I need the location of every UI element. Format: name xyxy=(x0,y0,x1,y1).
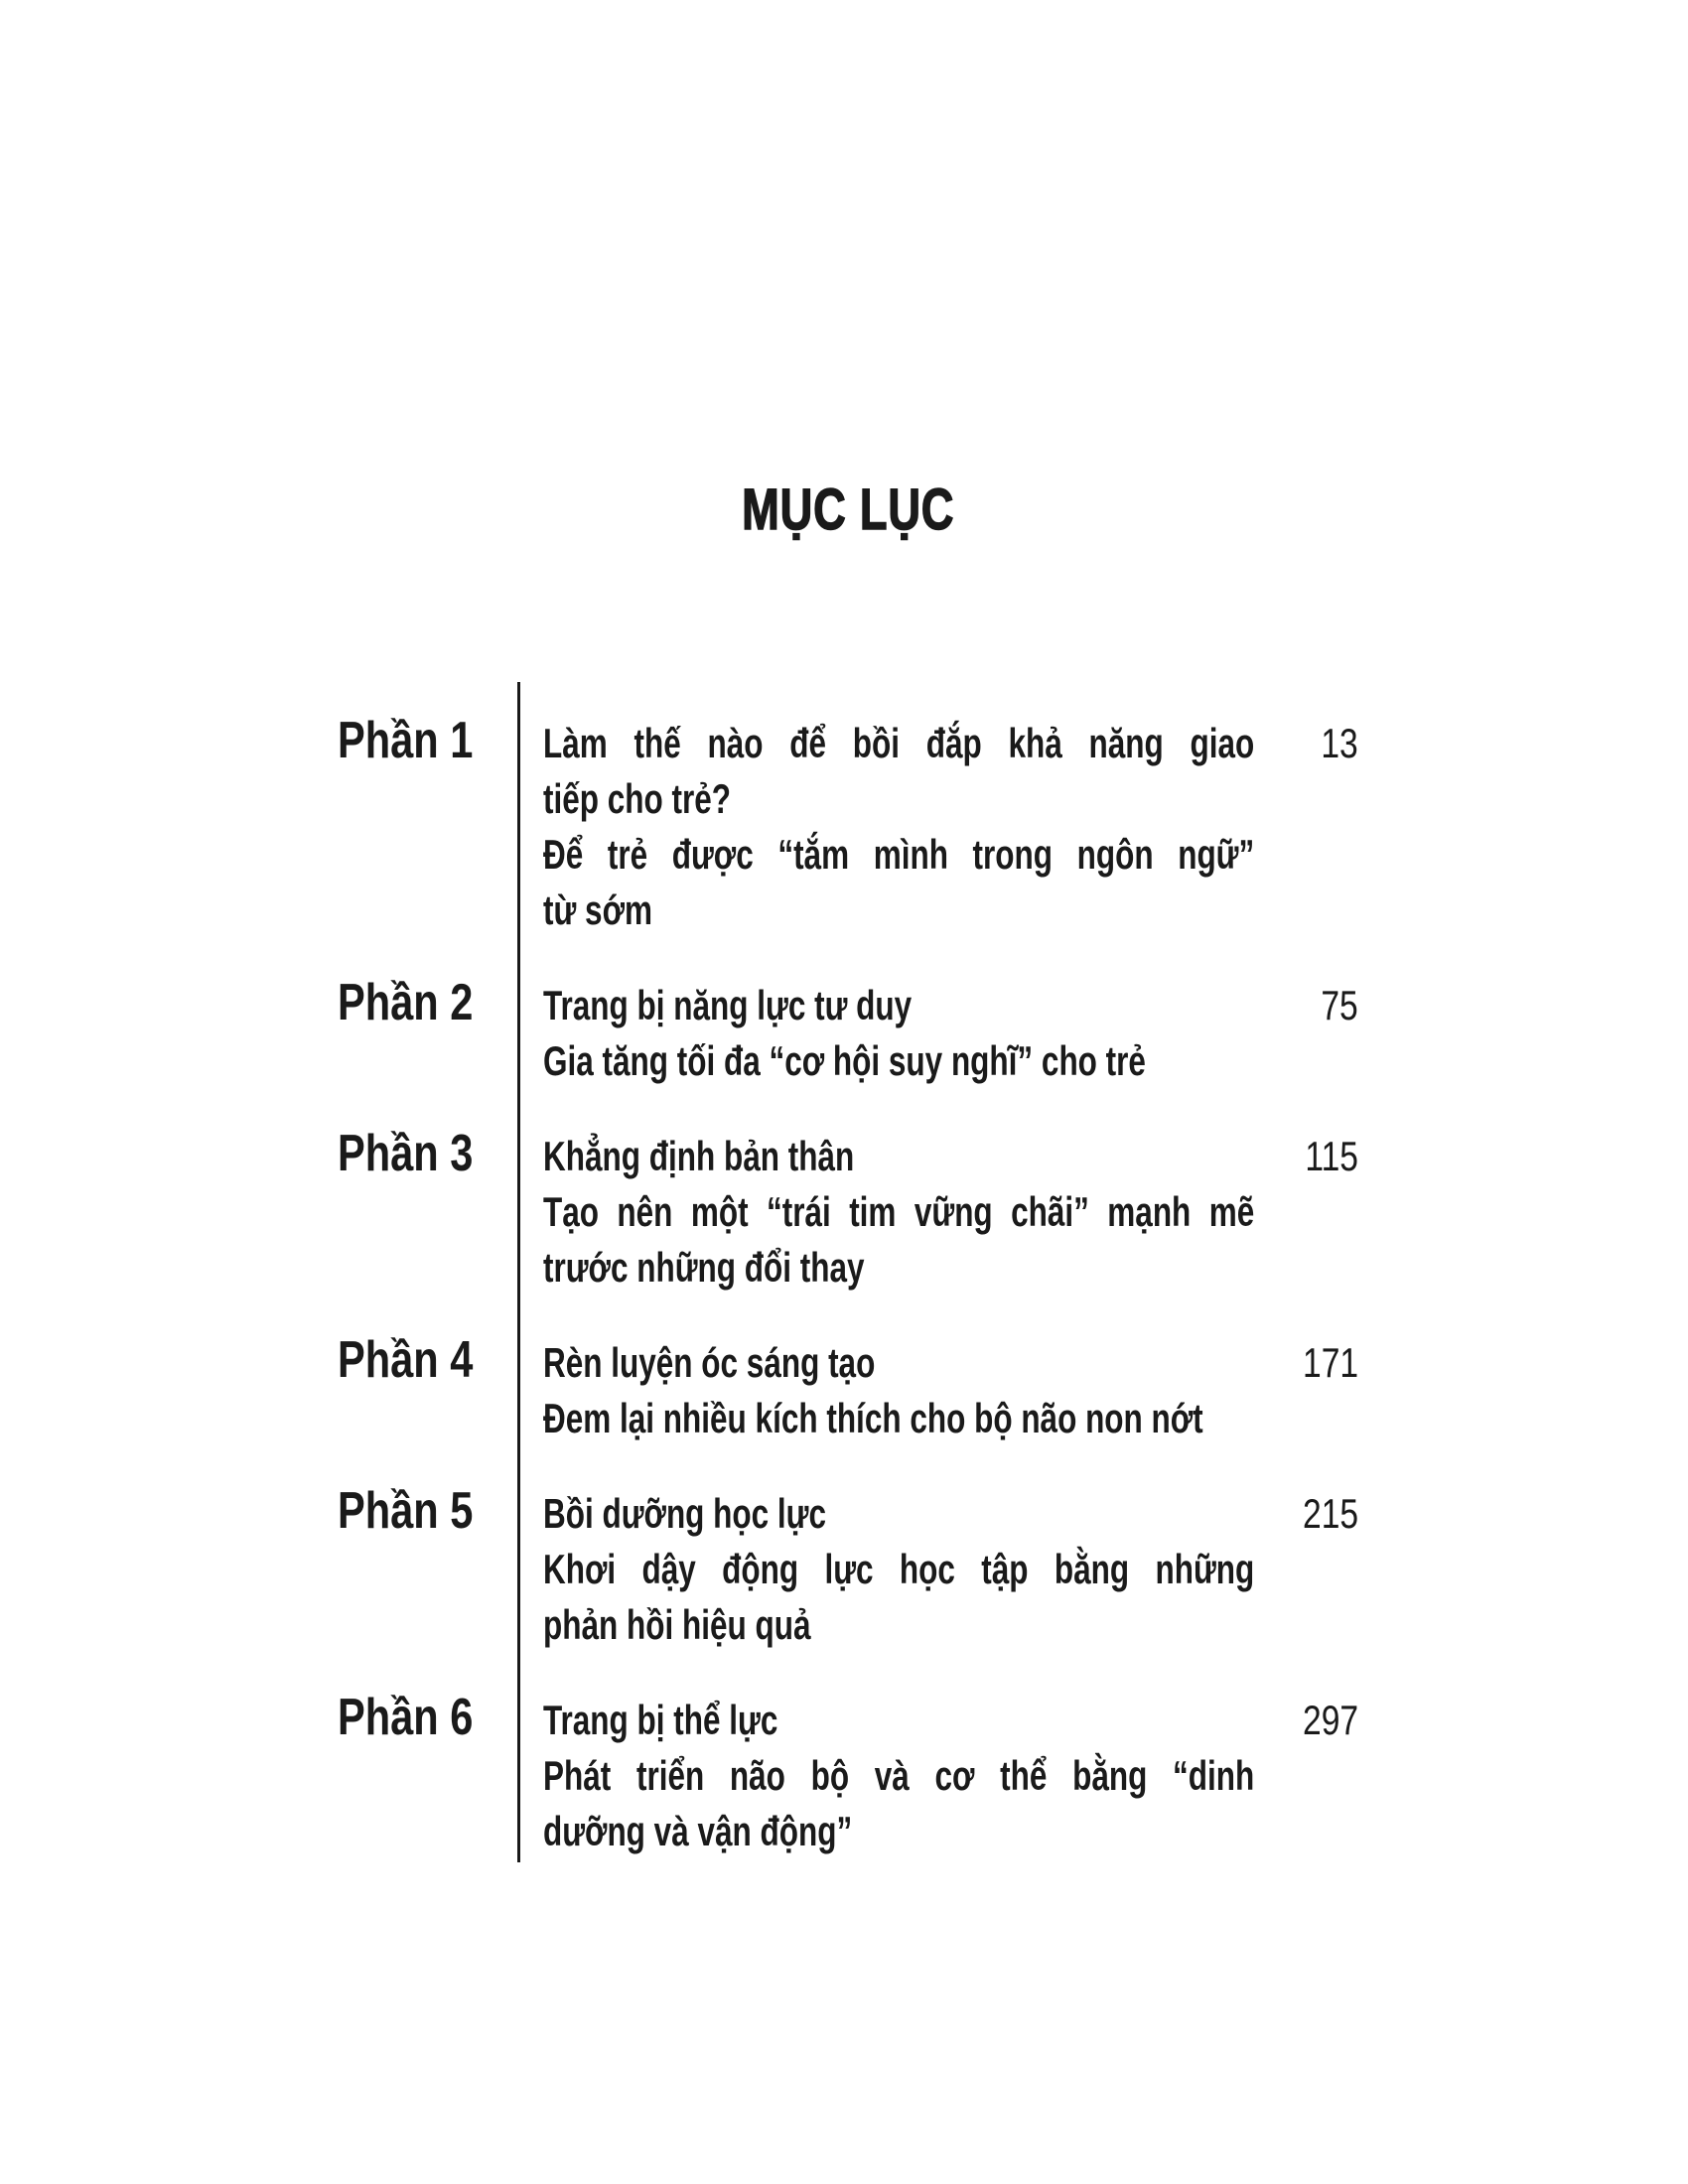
entry-page-number: 13 xyxy=(1321,720,1358,766)
entry-line: dưỡng và vận động” xyxy=(543,1808,853,1854)
entry-line: Rèn luyện óc sáng tạo xyxy=(543,1339,876,1386)
entry-page-number: 297 xyxy=(1302,1697,1358,1743)
entry-label: Phần 2 xyxy=(338,974,474,1031)
entry-lines xyxy=(543,1693,1254,1859)
entry-line: trước những đổi thay xyxy=(543,1244,865,1291)
toc-entry xyxy=(338,712,1358,938)
toc-entry xyxy=(338,1482,1358,1653)
entry-line: Khẳng định bản thân xyxy=(543,1133,855,1179)
entry-label: Phần 3 xyxy=(338,1125,474,1182)
entry-line: Phát triển não bộ và cơ thể bằng “dinh xyxy=(543,1752,1255,1799)
entry-label: Phần 1 xyxy=(338,712,474,769)
entry-line: Trang bị năng lực tư duy xyxy=(543,982,913,1028)
toc xyxy=(338,682,1358,1899)
entry-line: Để trẻ được “tắm mình trong ngôn ngữ” xyxy=(543,831,1255,878)
entry-line: từ sớm xyxy=(543,887,652,933)
toc-entry xyxy=(338,1331,1358,1446)
entry-line: Trang bị thể lực xyxy=(543,1697,778,1743)
entry-page-number: 115 xyxy=(1305,1133,1358,1179)
toc-entries xyxy=(338,712,1358,1859)
entry-line: Tạo nên một “trái tim vững chãi” mạnh mẽ xyxy=(543,1188,1255,1235)
entry-line: Đem lại nhiều kích thích cho bộ não non nớt xyxy=(543,1395,1203,1441)
entry-line: Bồi dưỡng học lực xyxy=(543,1490,827,1537)
page-title xyxy=(338,478,1358,542)
entry-lines xyxy=(543,716,1254,938)
entry-lines xyxy=(543,1335,1254,1446)
entry-page-number: 215 xyxy=(1302,1490,1358,1537)
entry-line: phản hồi hiệu quả xyxy=(543,1601,811,1648)
entry-label: Phần 4 xyxy=(338,1331,474,1389)
entry-page-number: 171 xyxy=(1302,1339,1358,1386)
page-title-text: MỤC LỤC xyxy=(741,478,955,542)
entry-label: Phần 5 xyxy=(338,1482,474,1540)
entry-line: Gia tăng tối đa “cơ hội suy nghĩ” cho trẻ xyxy=(543,1037,1146,1084)
entry-line: Làm thế nào để bồi đắp khả năng giao xyxy=(543,720,1255,766)
entry-lines xyxy=(543,978,1254,1089)
entry-line: Khơi dậy động lực học tập bằng những xyxy=(543,1546,1255,1592)
toc-entry xyxy=(338,1125,1358,1296)
vertical-divider xyxy=(517,682,520,1862)
entry-lines xyxy=(543,1129,1254,1296)
toc-entry xyxy=(338,974,1358,1089)
entry-page-number: 75 xyxy=(1321,982,1358,1028)
toc-entry xyxy=(338,1689,1358,1859)
entry-label: Phần 6 xyxy=(338,1689,474,1746)
entry-lines xyxy=(543,1486,1254,1653)
entry-line: tiếp cho trẻ? xyxy=(543,775,732,822)
